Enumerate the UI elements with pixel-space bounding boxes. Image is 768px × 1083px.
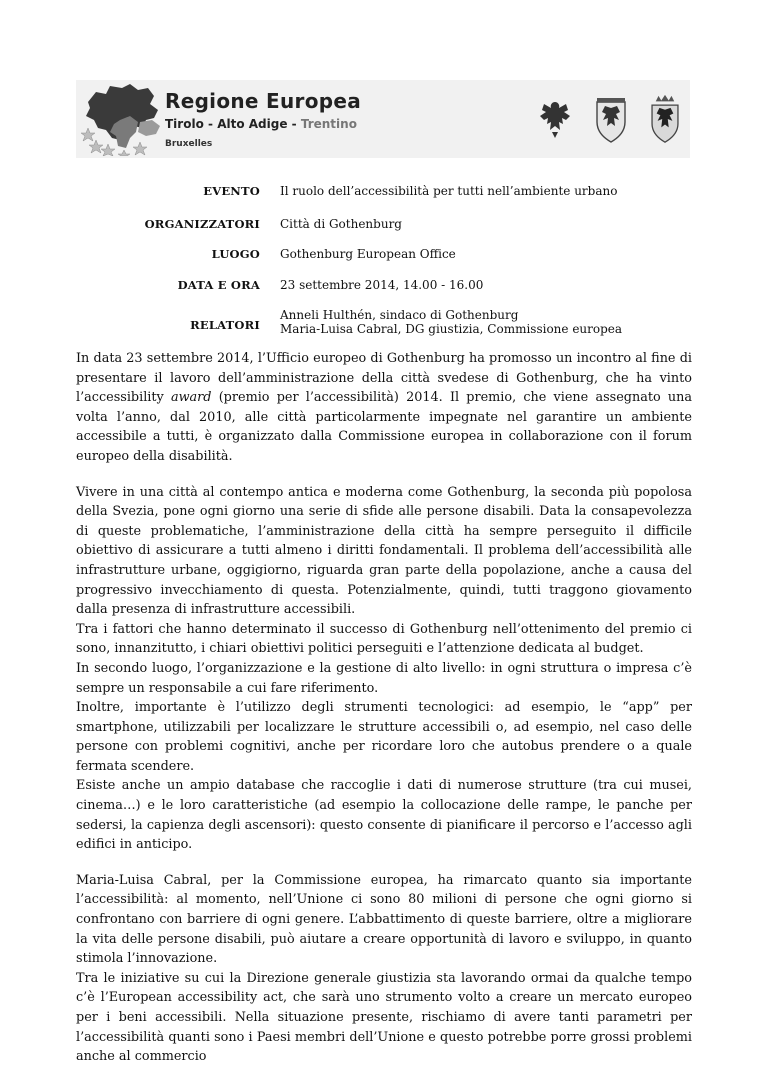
text-run: (premio per l’accessibilità) 2014. Il premio, che viene assegnato una volta l’anno, dal 2010, alle città particolarmente impegnate nel garantire un ambiente accessibile a tutti, è organizzato dalla Commissione europea in collaborazione con il forum europeo della disabilità. bbox=[76, 390, 692, 464]
brand-city: Bruxelles bbox=[165, 139, 213, 149]
brand-subtitle bbox=[165, 117, 357, 131]
tyrol-eagle-crest-icon bbox=[538, 94, 572, 144]
commission-paragraph bbox=[76, 871, 692, 1067]
date-time-value bbox=[280, 278, 483, 292]
region-separator: - bbox=[291, 117, 297, 131]
brand-title: Regione Europea bbox=[165, 89, 362, 113]
paragraph-text: Esiste anche un ampio database che raccoglie i dati di numerose strutture (tra cui musei, cinema…) e le loro caratteristiche (ad esempio la collocazione delle rampe, le panche per sedersi, la capienza degli ascensori): questo consente di pianificare il percorso e l’accesso agli edifici in anticipo. bbox=[76, 778, 692, 853]
region-tirolo: Tirolo bbox=[165, 117, 204, 131]
south-tyrol-eagle-shield-icon bbox=[594, 94, 628, 144]
date-time-value-line: 23 settembre 2014, 14.00 - 16.00 bbox=[280, 278, 484, 292]
organizers-value bbox=[280, 217, 402, 231]
trentino-eagle-crowned-shield-icon bbox=[648, 94, 682, 144]
event-value-line: Il ruolo dell’accessibilità per tutti nell’ambiente urbano bbox=[280, 184, 618, 198]
event-label: EVENTO bbox=[203, 184, 260, 198]
paragraph-text: Inoltre, importante è l’utilizzo degli strumenti tecnologici: ad esempio, le “app” per smartphone, utilizzabili per localizzare le strutture accessibili o, ad esempio, nel caso delle persone con problemi cognitivi, anche per ricordare loro che autobus prendere o a quale fermata scendere. bbox=[76, 700, 692, 774]
speaker-line: Anneli Hulthén, sindaco di Gothenburg bbox=[280, 308, 519, 322]
text-run: In data 23 settembre 2014, l’Ufficio europeo di Gothenburg ha promosso un incontro al fine di presentare il lavoro dell’amministrazione della città svedese di Gothenburg, che ha vinto l’accessibility bbox=[76, 351, 692, 406]
paragraph-text: In secondo luogo, l’organizzazione e la gestione di alto livello: in ogni struttura o impresa c’è sempre un responsabile a cui fare riferimento. bbox=[76, 660, 692, 696]
speaker-line: Maria-Luisa Cabral, DG giustizia, Commissione europea bbox=[280, 322, 623, 336]
organizers-label: ORGANIZZATORI bbox=[144, 217, 260, 231]
article-body bbox=[76, 349, 692, 1083]
paragraph-text: Vivere in una città al contempo antica e moderna come Gothenburg, la seconda più popolosa della Svezia, pone ogni giorno una serie di sfide alle persone disabili. Data la consapevolezza di queste problematiche, l’amministrazione della città ha sempre perseguito il difficile obiettivo di assicurare a tutti almeno i diritti fondamentali. Il problema dell’accessibilità alle infrastrutture urbane, oggigiorno, riguarda gran parte della popolazione, anche a causa del progressivo invecchiamento di questa. Potenzialmente, quindi, tutti traggono giovamento dalla presenza di infrastrutture accessibili. bbox=[76, 484, 692, 618]
italic-term: award bbox=[170, 390, 212, 406]
header-banner bbox=[76, 80, 690, 158]
speakers-value bbox=[280, 308, 622, 336]
paragraph-text: Maria-Luisa Cabral, per la Commissione europea, ha rimarcato quanto sia importante l’accessibilità: al momento, nell’Unione ci sono 80 milioni di persone che ogni giorno si confrontano con barriere di ogni genere. L’abbattimento di queste barriere, oltre a migliorare la vita delle persone disabili, può aiutare a creare opportunità di lavoro e sviluppo, in quanto stimola l’innovazione. bbox=[76, 872, 692, 967]
region-trentino: Trentino bbox=[300, 117, 357, 131]
gothenburg-paragraph bbox=[76, 483, 692, 855]
paragraph-text: Tra le iniziative su cui la Direzione generale giustizia sta lavorando ormai da qualche tempo c’è l’European accessibility act, che sarà uno strumento volto a creare un mercato europeo per i beni accessibili. Nella situazione presente, rischiamo di avere tanti parametri per l’accessibilità quanti sono i Paesi membri dell’Unione e questo potrebbe porre grossi problemi anche al commercio bbox=[76, 970, 692, 1065]
speakers-label: RELATORI bbox=[190, 318, 260, 332]
organizers-value-line: Città di Gothenburg bbox=[280, 217, 402, 231]
intro-paragraph bbox=[76, 349, 692, 467]
location-value bbox=[280, 247, 456, 261]
region-alto-adige: Alto Adige bbox=[217, 117, 288, 131]
paragraph-text bbox=[76, 349, 692, 467]
region-map-logo-icon bbox=[80, 82, 170, 156]
region-separator: - bbox=[208, 117, 213, 131]
paragraph-text: Tra i fattori che hanno determinato il successo di Gothenburg nell’ottenimento del premio ci sono, innanzitutto, i chiari obiettivi politici perseguiti e l’attenzione dedicata al budget. bbox=[76, 621, 692, 657]
location-label: LUOGO bbox=[211, 247, 260, 261]
event-value bbox=[280, 184, 617, 198]
date-time-label: DATA E ORA bbox=[177, 278, 260, 292]
location-value-line: Gothenburg European Office bbox=[280, 247, 456, 261]
